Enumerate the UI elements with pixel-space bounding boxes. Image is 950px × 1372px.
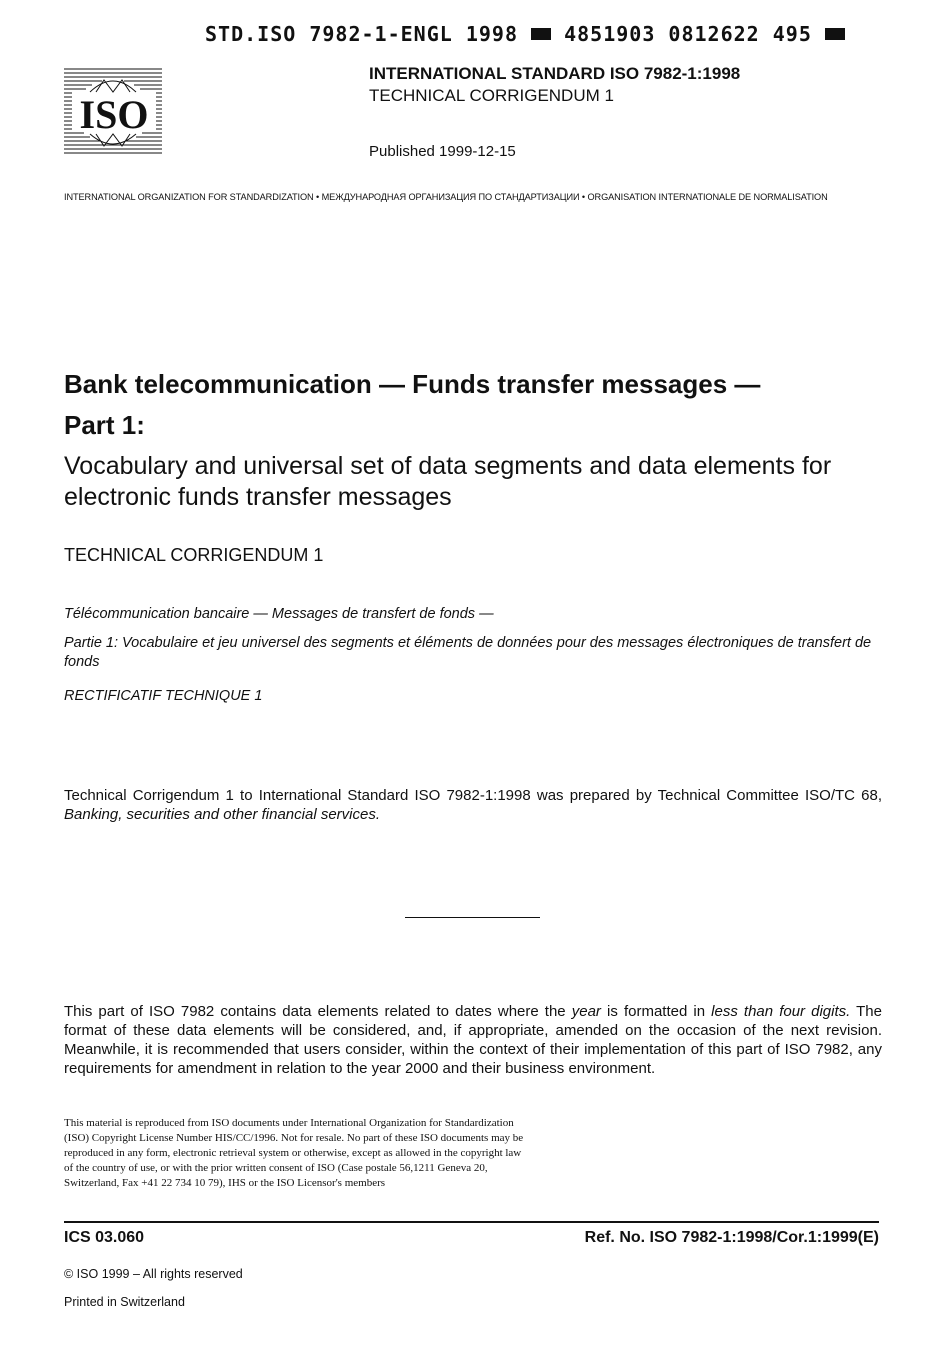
french-title: Télécommunication bancaire — Messages de transfert de fonds — <box>64 606 494 622</box>
y2k-text-1: This part of ISO 7982 contains data elements related to dates where the <box>64 1003 572 1020</box>
barcode-block-icon <box>825 28 845 40</box>
standard-subtitle: TECHNICAL CORRIGENDUM 1 <box>369 86 614 105</box>
document-subtitle: Vocabulary and universal set of data segments and data elements for electronic funds transfer messages <box>64 452 832 511</box>
copyright-notice: © ISO 1999 – All rights reserved <box>64 1267 243 1281</box>
french-corrigendum: RECTIFICATIF TECHNIQUE 1 <box>64 688 263 704</box>
standard-title: INTERNATIONAL STANDARD ISO 7982-1:1998 <box>369 64 741 83</box>
ics-code: ICS 03.060 <box>64 1229 145 1246</box>
license-notice: This material is reproduced from ISO documents under International Organization for Standardization (ISO) Copyright License Number HIS/CC/1996. Not for resale. No part of these ISO documents may be reproduced in any form, electronic retrieval system or otherwise, except as allowed in the copyright law of the country of use, or with the prior written consent of ISO (Case postale 56,1211 Geneva 20, Switzerland, Fax +41 22 734 10 79), IHS or the ISO Licensor's members <box>64 1117 524 1189</box>
document-code-suffix: 4851903 0812622 495 <box>564 22 812 46</box>
organization-line: INTERNATIONAL ORGANIZATION FOR STANDARDIZATION • МЕЖДУНАРОДНАЯ ОРГАНИЗАЦИЯ ПО СТАНДАРТИЗАЦИИ • ORGANISATION INTERNATIONALE DE NORMALISATION <box>64 192 828 202</box>
preparation-text: Technical Corrigendum 1 to International Standard ISO 7982-1:1998 was prepared by Technical Committee ISO/TC 68, <box>64 787 882 804</box>
part-label: Part 1: <box>64 410 145 440</box>
reference-number: Ref. No. ISO 7982-1:1998/Cor.1:1999(E) <box>584 1229 879 1246</box>
iso-logo-icon <box>64 66 162 158</box>
y2k-text-2: is formatted in <box>600 1003 712 1020</box>
y2k-text-3: The format of these data elements will be considered, and, if appropriate, amended on the occasion of the next revision. Meanwhile, it is recommended that users consider, within the context of their implementation of this part of ISO 7982, any requirements for amendment in relation to the year 2000 and their business environment. <box>64 1003 882 1077</box>
preparation-paragraph <box>64 786 882 824</box>
document-code-line <box>205 22 845 46</box>
printed-location: Printed in Switzerland <box>64 1295 185 1309</box>
y2k-italic-2: less than four digits. <box>711 1003 851 1020</box>
document-title: Bank telecommunication — Funds transfer messages — <box>64 369 761 399</box>
year-2000-note <box>64 1002 882 1078</box>
barcode-block-icon <box>531 28 551 40</box>
y2k-italic-1: year <box>571 1003 601 1020</box>
committee-name: Banking, securities and other financial services. <box>64 806 380 823</box>
french-part: Partie 1: Vocabulaire et jeu universel des segments et éléments de données pour des messages électroniques de transfert de fonds <box>64 635 872 670</box>
footer-rule <box>64 1221 879 1223</box>
document-code-prefix: STD.ISO 7982-1-ENGL 1998 <box>205 22 518 46</box>
section-divider <box>405 917 540 918</box>
iso-logo-text: ISO <box>79 92 149 137</box>
corrigendum-label: TECHNICAL CORRIGENDUM 1 <box>64 545 324 565</box>
published-date: Published 1999-12-15 <box>369 143 516 160</box>
